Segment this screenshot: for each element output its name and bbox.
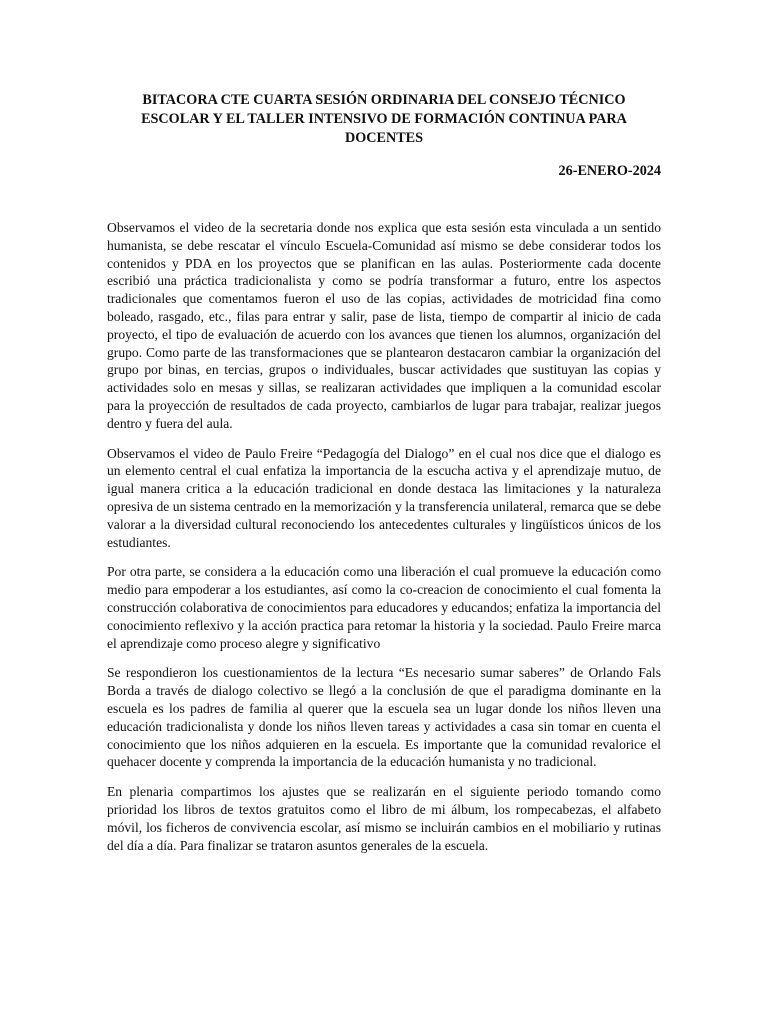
paragraph-2: Observamos el video de Paulo Freire “Pedagogía del Dialogo” en el cual nos dice que el dialogo es un elemento central el cual enfatiza la importancia de la escucha activa y el aprendizaje mutuo, de igual manera critica a la educación tradicional en donde destaca las limitaciones y la naturaleza opresiva de un sistema centrado en la memorización y la transferencia unilateral, remarca que se debe valorar a la diversidad cultural reconociendo los antecedentes culturales y lingüísticos únicos de los estudiantes.	[107, 445, 661, 550]
document-page	[107, 91, 661, 866]
paragraph-4: Se respondieron los cuestionamientos de la lectura “Es necesario sumar saberes” de Orlando Fals Borda a través de dialogo colectivo se llegó a la conclusión de que el paradigma dominante en la escuela es los padres de familia al querer que la escuela sea un lugar donde los niños lleven una educación tradicionalista y donde los niños lleven tareas y actividades a casa sin tomar en cuenta el conocimiento que los niños adquieren en la escuela. Es importante que la comunidad revalorice el quehacer docente y comprenda la importancia de la educación humanista y no tradicional.	[107, 665, 661, 770]
paragraph-5: En plenaria compartimos los ajustes que se realizarán en el siguiente periodo tomando como prioridad los libros de textos gratuitos como el libro de mi álbum, los rompecabezas, el alfabeto móvil, los ficheros de convivencia escolar, así mismo se incluirán cambios en el mobiliario y rutinas del día a día. Para finalizar se trataron asuntos generales de la escuela.	[107, 784, 661, 853]
paragraph-1: Observamos el video de la secretaria donde nos explica que esta sesión esta vinculada a un sentido humanista, se debe rescatar el vínculo Escuela-Comunidad así mismo se debe considerar todos los contenidos y PDA en los proyectos que se planifican en las aulas. Posteriormente cada docente escribió una práctica tradicionalista y como se podría transformar a futuro, entre los aspectos tradicionales que comentamos fueron el uso de las copias, actividades de motricidad fina como boleado, rasgado, etc., filas para entrar y salir, pase de lista, tiempo de compartir al inicio de cada proyecto, el tipo de evaluación de acuerdo con los avances que tienen los alumnos, organización del grupo. Como parte de las transformaciones que se plantearon destacaron cambiar la organización del grupo por binas, en tercias, grupos o individuales, buscar actividades que sustituyan las copias y actividades solo en mesas y sillas, se realizaran actividades que impliquen a la comunidad escolar para la proyección de resultados de cada proyecto, cambiarlos de lugar para trabajar, realizar juegos dentro y fuera del aula.	[107, 220, 661, 431]
document-body	[107, 219, 661, 854]
document-title: BITACORA CTE CUARTA SESIÓN ORDINARIA DEL CONSEJO TÉCNICO ESCOLAR Y EL TALLER INTENSIVO DE FORMACIÓN CONTINUA PARA DOCENTES	[141, 92, 627, 146]
paragraph-3: Por otra parte, se considera a la educación como una liberación el cual promueve la educación como medio para empoderar a los estudiantes, así como la co-creacion de conocimiento el cual fomenta la construcción colaborativa de conocimientos para educadores y educandos; enfatiza la importancia del conocimiento reflexivo y la acción practica para retomar la historia y la sociedad. Paulo Freire marca el aprendizaje como proceso alegre y significativo	[107, 564, 661, 651]
document-date: 26-ENERO-2024	[558, 163, 661, 179]
